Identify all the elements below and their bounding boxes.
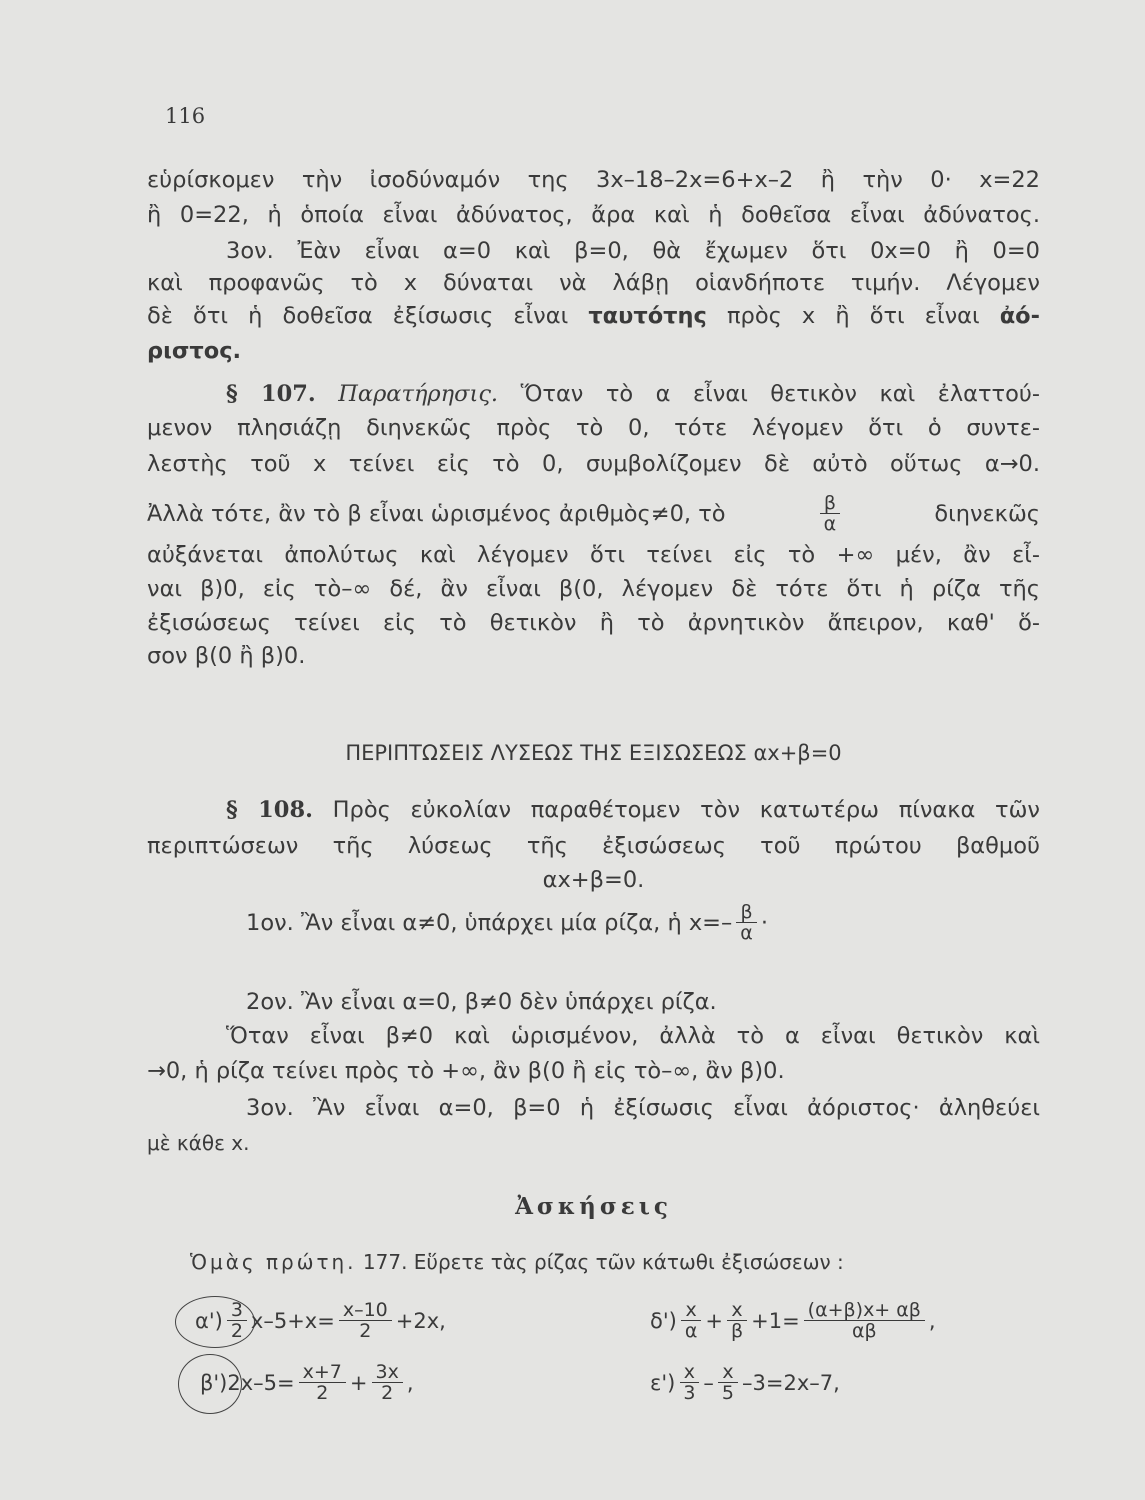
- text-line: ἢ 0=22, ἡ ὁποία εἶναι ἀδύνατος, ἄρα καὶ ἡ δοθεῖσα εἶναι ἀδύνατος.: [147, 202, 1040, 228]
- fraction-numerator: β: [736, 902, 756, 923]
- section-107-first-line: [226, 379, 1040, 409]
- fraction-numerator: (α+β)x+ αβ: [804, 1300, 925, 1321]
- text-line: εὑρίσκομεν τὴν ἰσοδύναμόν της 3x–18–2x=6+x–2 ἢ τὴν 0· x=22: [147, 167, 1040, 193]
- term-identity: ταυτότης: [588, 303, 707, 329]
- page-number: 116: [165, 104, 206, 128]
- fraction: [679, 1362, 699, 1403]
- equation-text: +2x,: [395, 1308, 446, 1333]
- exercise-a: [195, 1300, 446, 1341]
- fraction-denominator: 5: [721, 1382, 735, 1404]
- section-108-first-line: [226, 795, 1040, 825]
- fraction: [727, 1300, 747, 1341]
- exercise-b: [200, 1362, 414, 1403]
- fraction-denominator: 2: [359, 1320, 372, 1342]
- equation-text: ,: [406, 1370, 414, 1395]
- text-line: [147, 301, 1040, 331]
- text-span: πρὸς x ἢ ὅτι εἶναι: [727, 303, 980, 329]
- fraction: [299, 1362, 346, 1403]
- section-title: Παρατήρησις.: [338, 381, 499, 407]
- equation-text: 2x–5=: [227, 1370, 295, 1395]
- fraction-numerator: x+7: [299, 1362, 346, 1383]
- fraction-numerator: x–10: [339, 1300, 392, 1321]
- fraction-denominator: 2: [316, 1382, 329, 1404]
- section-number: § 108.: [226, 797, 313, 823]
- fraction-denominator: α: [684, 1320, 698, 1342]
- text-line-with-fraction: [147, 493, 1040, 534]
- exercises-title: Ἀσκήσεις: [515, 1193, 672, 1220]
- equation-text: ,: [928, 1308, 936, 1333]
- fraction: [372, 1362, 403, 1403]
- fraction-numerator: x: [681, 1300, 700, 1321]
- equation-line: αx+β=0.: [542, 867, 645, 893]
- fraction-numerator: x: [718, 1362, 737, 1383]
- fraction-numerator: β: [820, 493, 840, 514]
- case-1: [246, 902, 946, 943]
- text-line: περιπτώσεων τῆς λύσεως τῆς ἐξισώσεως τοῦ πρώτου βαθμοῦ: [147, 833, 1040, 859]
- text-span: Πρὸς εὐκολίαν παραθέτομεν τὸν κατωτέρω πίνακα τῶν: [332, 797, 1040, 823]
- fraction: [718, 1362, 738, 1403]
- text-line: ναι β)0, εἰς τὸ–∞ δέ, ἂν εἶναι β(0, λέγομεν δὲ τότε ὅτι ἡ ρίζα τῆς: [147, 576, 1040, 602]
- fraction-denominator: 2: [230, 1320, 243, 1342]
- exercise-label: δ'): [650, 1308, 677, 1333]
- fraction: [804, 1300, 925, 1341]
- case-2: 2ον. Ἂν εἶναι α=0, β≠0 δὲν ὑπάρχει ρίζα.: [246, 989, 717, 1015]
- text-span: διηνεκῶς: [934, 500, 1040, 527]
- fraction-numerator: x: [680, 1362, 699, 1383]
- fraction-denominator: β: [730, 1320, 744, 1342]
- exercise-e: [650, 1362, 840, 1403]
- fraction: [681, 1300, 702, 1341]
- fraction-numerator: 3x: [372, 1362, 403, 1383]
- case-3: 3ον. Ἂν εἶναι α=0, β=0 ἡ ἐξίσωσις εἶναι ἀόριστος· ἀληθεύει: [246, 1095, 1040, 1121]
- fraction-denominator: α: [740, 922, 753, 944]
- text-span: ·: [760, 909, 768, 936]
- text-line: αὐξάνεται ἀπολύτως καὶ λέγομεν ὅτι τείνει εἰς τὸ +∞ μέν, ἂν εἶ-: [147, 542, 1040, 568]
- fraction-denominator: αβ: [851, 1320, 877, 1342]
- term-indeterminate: ἀό-: [999, 303, 1040, 329]
- fraction-denominator: 2: [381, 1382, 394, 1404]
- text-line: 3ον. Ἐὰν εἶναι α=0 καὶ β=0, θὰ ἔχωμεν ὅτι 0x=0 ἢ 0=0: [226, 238, 1040, 264]
- text-line: μενον πλησιάζῃ διηνεκῶς πρὸς τὸ 0, τότε λέγομεν ὅτι ὁ συντε-: [147, 415, 1040, 441]
- fraction-numerator: x: [727, 1300, 746, 1321]
- section-number: § 107.: [226, 381, 316, 407]
- exercise-instruction: 177. Εὕρετε τὰς ρίζας τῶν κάτωθι ἐξισώσεων :: [362, 1250, 844, 1274]
- exercise-d: [650, 1300, 936, 1341]
- text-line: ἐξισώσεως τείνει εἰς τὸ θετικὸν ἢ τὸ ἀρνητικὸν ἄπειρον, καθ' ὅ-: [147, 610, 1040, 636]
- text-span: Ὅταν τὸ α εἶναι θετικὸν καὶ ἐλαττού-: [520, 381, 1041, 407]
- fraction-denominator: 3: [683, 1382, 696, 1404]
- text-line: →0, ἡ ρίζα τείνει πρὸς τὸ +∞, ἂν β(0 ἢ εἰς τὸ–∞, ἂν β)0.: [147, 1058, 785, 1084]
- text-span: Ἀλλὰ τότε, ἂν τὸ β εἶναι ὡρισμένος ἀριθμὸς≠0, τὸ: [147, 500, 726, 527]
- exercise-intro: [190, 1247, 1040, 1277]
- text-line: Ὅταν εἶναι β≠0 καὶ ὡρισμένον, ἀλλὰ τὸ α εἶναι θετικὸν καὶ: [226, 1023, 1040, 1049]
- term-indeterminate-cont: ριστος.: [147, 338, 242, 364]
- equation-text: +: [705, 1308, 723, 1333]
- exercise-label: β'): [200, 1370, 228, 1395]
- equation-text: +: [349, 1370, 368, 1395]
- text-span: δὲ ὅτι ἡ δοθεῖσα ἐξίσωσις εἶναι: [147, 303, 569, 329]
- fraction-beta-over-alpha: [736, 902, 757, 943]
- fraction: [227, 1300, 247, 1341]
- equation-text: +1=: [751, 1308, 800, 1333]
- group-label: Ὁμὰς πρώτη.: [190, 1250, 357, 1274]
- fraction-beta-over-alpha: [820, 493, 841, 534]
- text-line: σον β(0 ἢ β)0.: [147, 643, 306, 669]
- equation-text: –3=2x–7,: [742, 1370, 840, 1395]
- equation-text: –: [703, 1370, 714, 1395]
- exercise-label: α'): [195, 1308, 223, 1333]
- text-line: καὶ προφανῶς τὸ x δύναται νὰ λάβῃ οἱανδήποτε τιμήν. Λέγομεν: [147, 270, 1040, 296]
- fraction-denominator: α: [823, 513, 837, 535]
- text-line: λεστὴς τοῦ x τείνει εἰς τὸ 0, συμβολίζομεν δὲ αὐτὸ οὕτως α→0.: [147, 451, 1040, 477]
- cases-heading: ΠΕΡΙΠΤΩΣΕΙΣ ΛΥΣΕΩΣ ΤΗΣ ΕΞΙΣΩΣΕΩΣ αx+β=0: [345, 741, 842, 765]
- equation-text: x–5+x=: [250, 1308, 335, 1333]
- fraction: [339, 1300, 392, 1341]
- text-span: 1ον. Ἂν εἶναι α≠0, ὑπάρχει μία ρίζα, ἡ x=–: [246, 909, 733, 936]
- text-line: μὲ κάθε x.: [147, 1131, 250, 1155]
- fraction-numerator: 3: [227, 1300, 247, 1321]
- exercise-label: ε'): [650, 1370, 676, 1395]
